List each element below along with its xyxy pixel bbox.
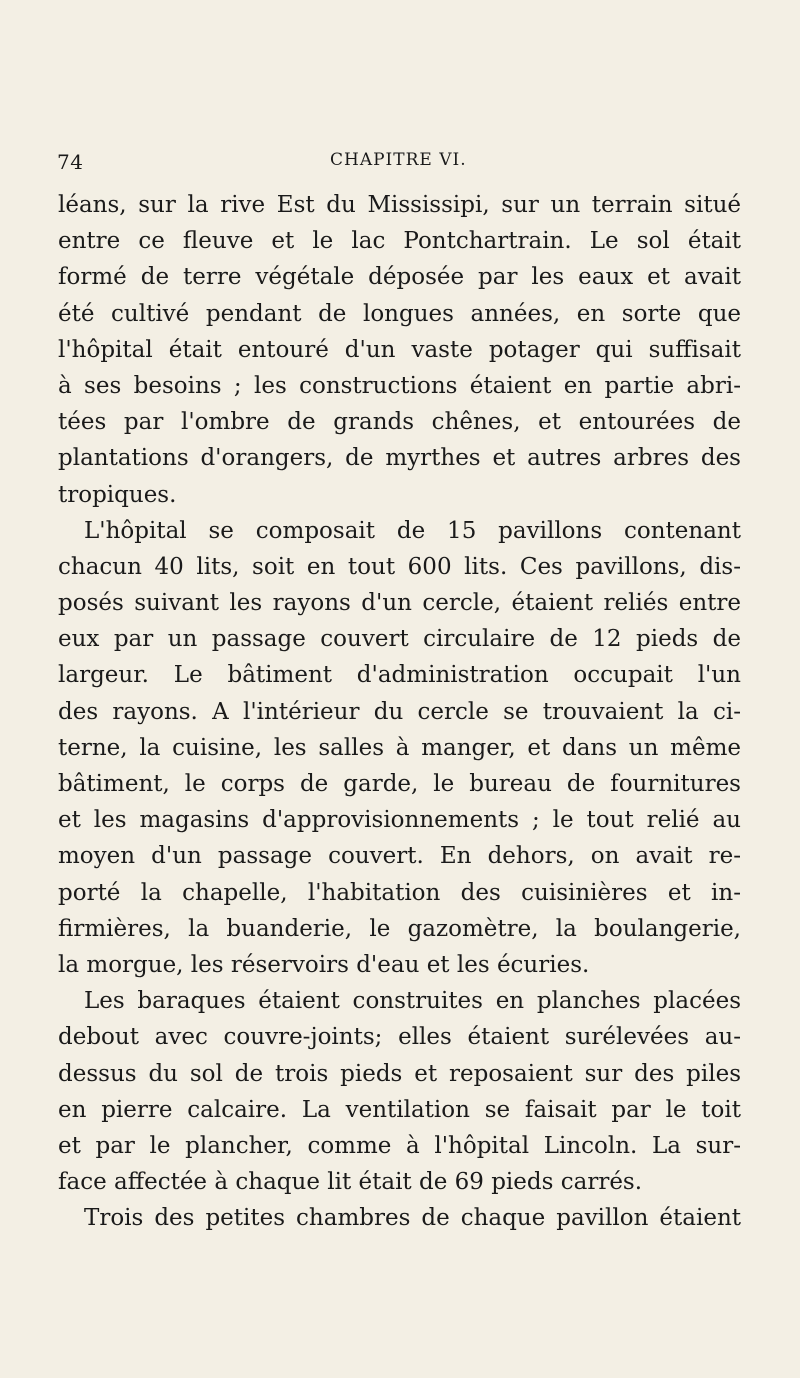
running-title: CHAPITRE VI. [330,150,467,170]
text-line: Les baraques étaient construites en planches placées [84,988,741,1015]
text-line: largeur. Le bâtiment d'administration occupait l'un [58,662,741,689]
body-text [58,187,741,1236]
text-line: et les magasins d'approvisionnements ; le tout relié au [58,807,741,834]
text-line: formé de terre végétale déposée par les eaux et avait [58,264,741,291]
text-line: la morgue, les réservoirs d'eau et les écuries. [58,951,590,978]
page-header [0,150,800,180]
text-line: tropiques. [58,481,177,508]
text-line: des rayons. A l'intérieur du cercle se trouvaient la ci- [58,698,741,725]
text-line: debout avec couvre-joints; elles étaient surélevées au- [58,1024,741,1051]
text-line: Trois des petites chambres de chaque pavillon étaient [84,1205,741,1232]
text-line: face affectée à chaque lit était de 69 pieds carrés. [58,1169,643,1196]
text-line: chacun 40 lits, soit en tout 600 lits. Ces pavillons, dis- [58,553,741,580]
text-line: moyen d'un passage couvert. En dehors, on avait re- [58,843,741,870]
text-line: L'hôpital se composait de 15 pavillons contenant [84,517,741,544]
text-line: dessus du sol de trois pieds et reposaient sur des piles [58,1060,741,1087]
text-line: terne, la cuisine, les salles à manger, et dans un même [58,734,741,761]
text-line: eux par un passage couvert circulaire de 12 pieds de [58,626,741,653]
text-line: plantations d'orangers, de myrthes et autres arbres des [58,445,741,472]
text-line: à ses besoins ; les constructions étaient en partie abri- [58,372,741,399]
text-line: entre ce fleuve et le lac Pontchartrain. Le sol était [58,228,741,255]
text-line: en pierre calcaire. La ventilation se faisait par le toit [58,1096,741,1123]
text-line: bâtiment, le corps de garde, le bureau de fournitures [58,771,741,797]
text-line: posés suivant les rayons d'un cercle, étaient reliés entre [58,590,741,617]
text-line: firmières, la buanderie, le gazomètre, la boulangerie, [58,915,741,942]
text-line: été cultivé pendant de longues années, en sorte que [58,300,741,327]
text-line: porté la chapelle, l'habitation des cuisinières et in- [58,879,741,906]
text-line: tées par l'ombre de grands chênes, et entourées de [58,409,741,436]
text-line: et par le plancher, comme à l'hôpital Lincoln. La sur- [58,1132,741,1159]
page-number: 74 [57,150,84,174]
text-line: léans, sur la rive Est du Mississipi, sur un terrain situé [58,192,741,218]
text-line: l'hôpital était entouré d'un vaste potager qui suffisait [58,336,741,363]
